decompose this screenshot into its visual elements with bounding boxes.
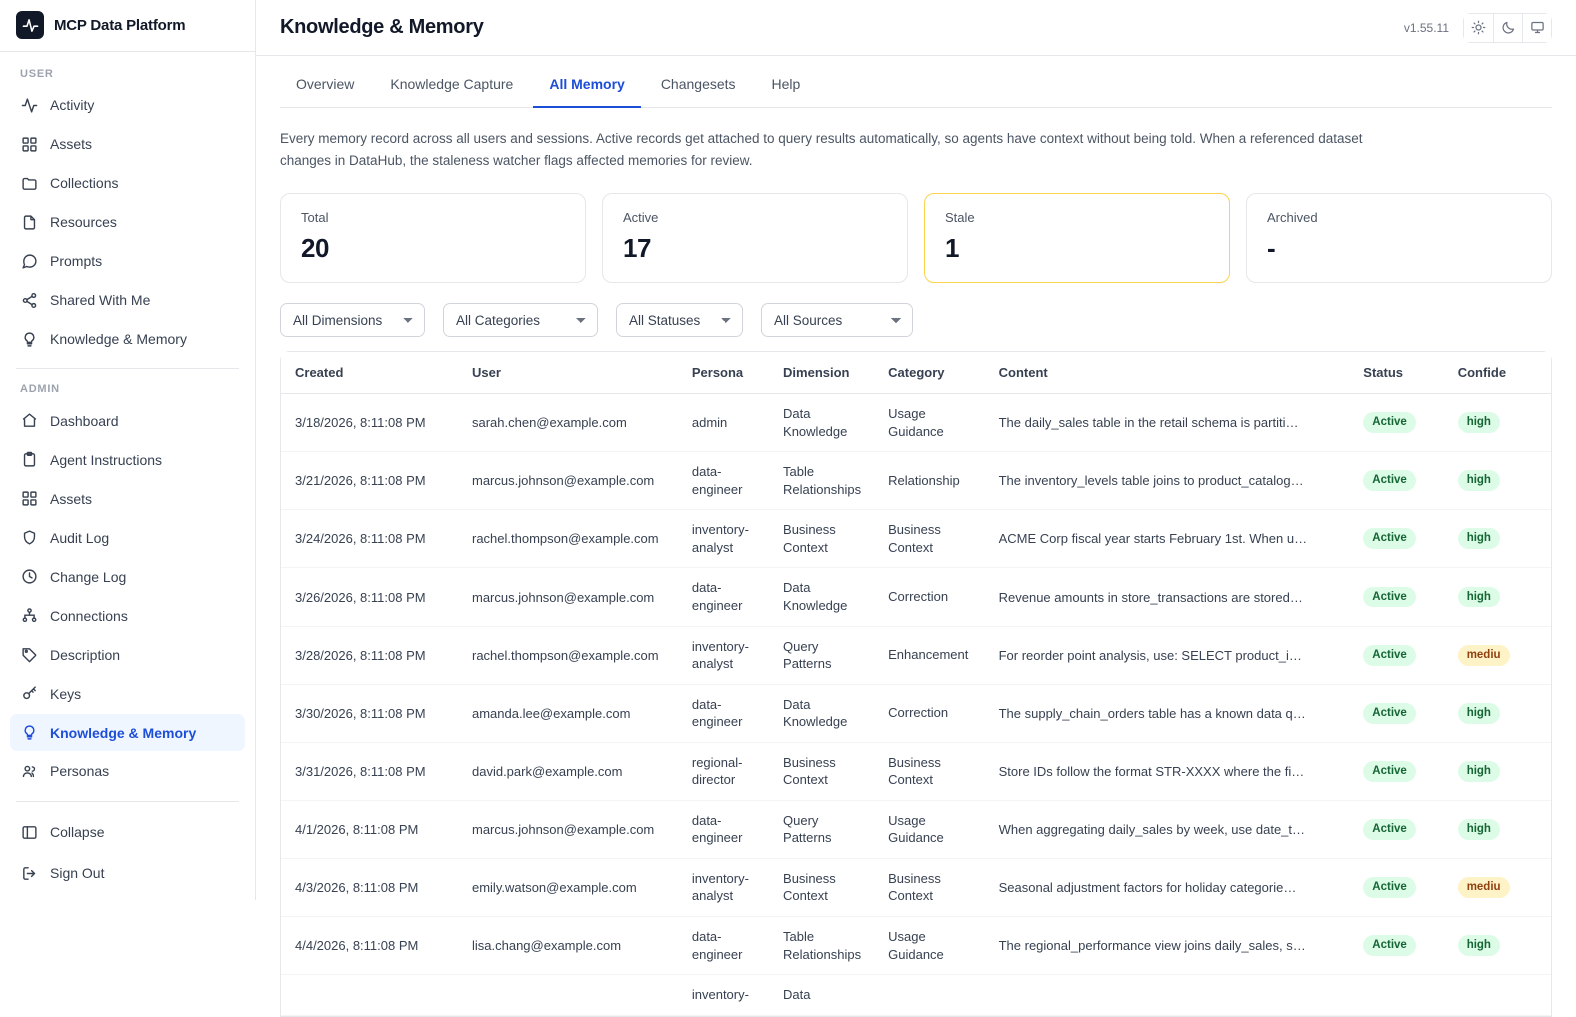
status-badge: Active bbox=[1363, 528, 1416, 549]
dark-mode-button[interactable] bbox=[1493, 14, 1522, 42]
sidebar-item-label: Prompts bbox=[50, 253, 103, 270]
column-header-dimension[interactable]: Dimension bbox=[769, 352, 874, 394]
table-row[interactable] bbox=[281, 917, 1551, 975]
cell-user: marcus.johnson@example.com bbox=[458, 568, 678, 626]
column-header-status[interactable]: Status bbox=[1349, 352, 1443, 394]
cell-content: Revenue amounts in store_transactions are stored… bbox=[985, 568, 1350, 626]
cell-content: For reorder point analysis, use: SELECT product_i… bbox=[985, 626, 1350, 684]
cell-content: The supply_chain_orders table has a known data q… bbox=[985, 684, 1350, 742]
sidebar-item-dashboard[interactable] bbox=[10, 402, 245, 439]
cell-confidence bbox=[1444, 394, 1551, 452]
cell-dimension: Table Relationships bbox=[769, 452, 874, 510]
cell-status bbox=[1349, 684, 1443, 742]
cell-created: 3/24/2026, 8:11:08 PM bbox=[281, 510, 458, 568]
tab-knowledge-capture[interactable]: Knowledge Capture bbox=[390, 76, 514, 92]
users-icon bbox=[20, 762, 38, 780]
table-row[interactable] bbox=[281, 975, 1551, 1016]
sidebar-item-knowledge-memory-user[interactable] bbox=[10, 321, 245, 358]
sidebar-item-label: Assets bbox=[50, 136, 93, 153]
confidence-badge: mediu bbox=[1458, 877, 1510, 898]
cell-dimension: Data Knowledge bbox=[769, 684, 874, 742]
memory-table bbox=[281, 352, 1551, 1015]
cell-content bbox=[985, 975, 1350, 1016]
table-row[interactable] bbox=[281, 568, 1551, 626]
sign-out-icon bbox=[20, 864, 38, 882]
sidebar-item-label: Resources bbox=[50, 214, 117, 231]
cell-persona: data-engineer bbox=[678, 917, 769, 975]
cell-created bbox=[281, 975, 458, 1016]
category-filter[interactable] bbox=[443, 303, 598, 337]
stat-label: Total bbox=[301, 210, 329, 226]
column-header-persona[interactable]: Persona bbox=[678, 352, 769, 394]
confidence-badge: high bbox=[1458, 470, 1500, 491]
sidebar-item-shared-with-me[interactable] bbox=[10, 282, 245, 319]
cell-status bbox=[1349, 452, 1443, 510]
cell-dimension: Data Knowledge bbox=[769, 568, 874, 626]
cell-content: The regional_performance view joins daily_sales, s… bbox=[985, 917, 1350, 975]
page-title: Knowledge & Memory bbox=[280, 16, 484, 38]
file-icon bbox=[20, 213, 38, 231]
tab-overview[interactable]: Overview bbox=[296, 76, 355, 92]
table-body bbox=[281, 394, 1551, 1015]
sidebar-item-connections[interactable] bbox=[10, 597, 245, 634]
column-header-category[interactable]: Category bbox=[874, 352, 984, 394]
sidebar-item-audit-log[interactable] bbox=[10, 519, 245, 556]
cell-persona: data-engineer bbox=[678, 568, 769, 626]
cell-created: 3/26/2026, 8:11:08 PM bbox=[281, 568, 458, 626]
cell-dimension: Business Context bbox=[769, 510, 874, 568]
stat-value: 1 bbox=[945, 233, 959, 264]
sidebar-item-label: Collapse bbox=[50, 824, 105, 840]
clock-icon bbox=[20, 568, 38, 586]
sidebar-item-prompts[interactable] bbox=[10, 243, 245, 280]
cell-content: When aggregating daily_sales by week, use date_t… bbox=[985, 800, 1350, 858]
collapse-icon bbox=[20, 823, 38, 841]
cell-confidence bbox=[1444, 626, 1551, 684]
cell-persona: inventory-analyst bbox=[678, 626, 769, 684]
cell-category: Correction bbox=[874, 568, 984, 626]
stat-value: 17 bbox=[623, 233, 651, 264]
sidebar-section-user-label: USER bbox=[20, 67, 54, 80]
status-badge: Active bbox=[1363, 935, 1416, 956]
sidebar-sign-out-button[interactable] bbox=[10, 853, 245, 893]
sidebar-item-label: Knowledge & Memory bbox=[50, 331, 187, 347]
cell-category: Business Context bbox=[874, 742, 984, 800]
sidebar-item-change-log[interactable] bbox=[10, 558, 245, 595]
tag-icon bbox=[20, 646, 38, 664]
cell-content: The daily_sales table in the retail schema is partiti… bbox=[985, 394, 1350, 452]
cell-persona: admin bbox=[678, 394, 769, 452]
column-header-content[interactable]: Content bbox=[985, 352, 1350, 394]
confidence-badge: high bbox=[1458, 412, 1500, 433]
sidebar-item-label: Agent Instructions bbox=[50, 451, 163, 468]
cell-user: emily.watson@example.com bbox=[458, 858, 678, 916]
cell-user bbox=[458, 975, 678, 1016]
cell-status bbox=[1349, 394, 1443, 452]
folder-icon bbox=[20, 174, 38, 192]
top-bar-right bbox=[1404, 13, 1552, 43]
confidence-badge: high bbox=[1458, 761, 1500, 782]
shield-icon bbox=[20, 529, 38, 547]
table-row[interactable] bbox=[281, 742, 1551, 800]
sidebar-item-label: Activity bbox=[50, 97, 95, 114]
cell-user: sarah.chen@example.com bbox=[458, 394, 678, 452]
stat-label: Archived bbox=[1267, 210, 1318, 226]
cell-dimension: Data Knowledge bbox=[769, 394, 874, 452]
status-badge: Active bbox=[1363, 877, 1416, 898]
sidebar-item-assets[interactable] bbox=[10, 126, 245, 163]
sidebar-divider bbox=[16, 368, 239, 369]
sidebar-item-label: Knowledge & Memory bbox=[50, 724, 197, 741]
share-icon bbox=[20, 291, 38, 309]
table-row[interactable] bbox=[281, 684, 1551, 742]
stat-value: 20 bbox=[301, 233, 329, 264]
filter-bar bbox=[280, 283, 1552, 351]
cell-created: 3/28/2026, 8:11:08 PM bbox=[281, 626, 458, 684]
system-mode-button[interactable] bbox=[1522, 14, 1551, 42]
main-area bbox=[256, 0, 1576, 1003]
tab-bar bbox=[280, 60, 1552, 108]
table-row[interactable] bbox=[281, 510, 1551, 568]
confidence-badge: high bbox=[1458, 819, 1500, 840]
cell-category: Usage Guidance bbox=[874, 800, 984, 858]
sidebar-item-collections[interactable] bbox=[10, 165, 245, 202]
cell-persona: inventory-analyst bbox=[678, 510, 769, 568]
tab-changesets[interactable]: Changesets bbox=[660, 76, 736, 92]
top-bar bbox=[256, 0, 1576, 56]
cell-persona: inventory- bbox=[678, 975, 769, 1016]
sidebar-item-label: Keys bbox=[50, 685, 82, 702]
sidebar-section-admin-label: ADMIN bbox=[20, 383, 60, 396]
cell-created: 3/31/2026, 8:11:08 PM bbox=[281, 742, 458, 800]
cell-content: The inventory_levels table joins to product_catalog… bbox=[985, 452, 1350, 510]
sidebar-item-label: Change Log bbox=[50, 568, 127, 585]
column-header-created[interactable]: Created bbox=[281, 352, 458, 394]
intro-text: Every memory record across all users and sessions. Active records get attached to query results automatically, so agents have context without being told. When a referenced dataset changes in DataHub, the staleness watcher flags affected memories for review. bbox=[280, 131, 1363, 168]
sidebar-item-personas[interactable] bbox=[10, 753, 245, 790]
tab-all-memory[interactable]: All Memory bbox=[533, 60, 640, 108]
cell-category: Usage Guidance bbox=[874, 917, 984, 975]
brand[interactable] bbox=[0, 0, 255, 52]
sidebar-item-label: Audit Log bbox=[50, 529, 110, 546]
sidebar-item-agent-instructions[interactable] bbox=[10, 441, 245, 478]
cell-dimension: Query Patterns bbox=[769, 626, 874, 684]
status-badge: Active bbox=[1363, 587, 1416, 608]
cell-created: 3/30/2026, 8:11:08 PM bbox=[281, 684, 458, 742]
cell-persona: regional-director bbox=[678, 742, 769, 800]
table-row[interactable] bbox=[281, 858, 1551, 916]
confidence-badge: high bbox=[1458, 703, 1500, 724]
cell-confidence bbox=[1444, 684, 1551, 742]
cell-user: marcus.johnson@example.com bbox=[458, 452, 678, 510]
cell-confidence bbox=[1444, 917, 1551, 975]
app-logo-icon bbox=[16, 11, 44, 39]
cell-content: ACME Corp fiscal year starts February 1st. When u… bbox=[985, 510, 1350, 568]
sidebar-divider-bottom bbox=[16, 801, 239, 802]
cell-dimension: Data bbox=[769, 975, 874, 1016]
confidence-badge: high bbox=[1458, 935, 1500, 956]
table-header-row bbox=[281, 352, 1551, 394]
cell-created: 3/18/2026, 8:11:08 PM bbox=[281, 394, 458, 452]
chat-icon bbox=[20, 252, 38, 270]
table-row[interactable] bbox=[281, 626, 1551, 684]
cell-dimension: Business Context bbox=[769, 742, 874, 800]
cell-confidence bbox=[1444, 452, 1551, 510]
cell-persona: data-engineer bbox=[678, 684, 769, 742]
page-content bbox=[256, 56, 1576, 1017]
status-badge: Active bbox=[1363, 761, 1416, 782]
tab-help[interactable]: Help bbox=[771, 76, 801, 92]
status-badge: Active bbox=[1363, 412, 1416, 433]
cell-confidence bbox=[1444, 858, 1551, 916]
confidence-badge: high bbox=[1458, 528, 1500, 549]
brand-title: MCP Data Platform bbox=[54, 16, 186, 34]
cell-status bbox=[1349, 626, 1443, 684]
sidebar-item-label: Connections bbox=[50, 607, 128, 624]
confidence-badge: high bbox=[1458, 587, 1500, 608]
light-mode-button[interactable] bbox=[1464, 14, 1493, 42]
memory-table-container[interactable] bbox=[280, 351, 1552, 1016]
table-row[interactable] bbox=[281, 452, 1551, 510]
cell-dimension: Business Context bbox=[769, 858, 874, 916]
cell-status bbox=[1349, 568, 1443, 626]
sidebar-item-description[interactable] bbox=[10, 636, 245, 673]
cell-category: Business Context bbox=[874, 510, 984, 568]
cell-status bbox=[1349, 742, 1443, 800]
sidebar-item-label: Personas bbox=[50, 763, 110, 780]
stat-card-total bbox=[280, 193, 586, 283]
sidebar-item-activity[interactable] bbox=[10, 87, 245, 124]
grid-icon bbox=[20, 135, 38, 153]
cell-category: Enhancement bbox=[874, 626, 984, 684]
lightbulb-icon bbox=[20, 724, 38, 742]
sidebar-item-knowledge-memory[interactable] bbox=[10, 714, 245, 751]
cell-persona: data-engineer bbox=[678, 452, 769, 510]
home-icon bbox=[20, 412, 38, 430]
cell-confidence bbox=[1444, 568, 1551, 626]
sidebar-bottom bbox=[0, 791, 255, 900]
table-row[interactable] bbox=[281, 394, 1551, 452]
cell-category bbox=[874, 975, 984, 1016]
stat-card-stale bbox=[924, 193, 1230, 283]
sidebar-item-label: Dashboard bbox=[50, 412, 119, 429]
version-label: v1.55.11 bbox=[1403, 20, 1449, 35]
cell-persona: data-engineer bbox=[678, 800, 769, 858]
dimension-filter[interactable] bbox=[280, 303, 425, 337]
cell-created: 4/4/2026, 8:11:08 PM bbox=[281, 917, 458, 975]
cell-status bbox=[1349, 858, 1443, 916]
sidebar-item-label: Description bbox=[50, 646, 121, 663]
column-header-user[interactable]: User bbox=[458, 352, 678, 394]
status-badge: Active bbox=[1363, 703, 1416, 724]
key-icon bbox=[20, 685, 38, 703]
status-badge: Active bbox=[1363, 470, 1416, 491]
cell-user: rachel.thompson@example.com bbox=[458, 510, 678, 568]
cell-user: david.park@example.com bbox=[458, 742, 678, 800]
cell-confidence bbox=[1444, 742, 1551, 800]
cell-content: Store IDs follow the format STR-XXXX where the fi… bbox=[985, 742, 1350, 800]
cell-created: 4/3/2026, 8:11:08 PM bbox=[281, 858, 458, 916]
status-badge: Active bbox=[1363, 819, 1416, 840]
sidebar-item-label: Sign Out bbox=[50, 865, 105, 881]
sidebar-collapse-button[interactable] bbox=[10, 812, 245, 852]
cell-status bbox=[1349, 800, 1443, 858]
status-filter[interactable] bbox=[616, 303, 743, 337]
cell-category: Business Context bbox=[874, 858, 984, 916]
theme-switcher[interactable] bbox=[1463, 13, 1552, 43]
lightbulb-icon bbox=[20, 330, 38, 348]
status-badge: Active bbox=[1363, 645, 1416, 666]
cell-created: 4/1/2026, 8:11:08 PM bbox=[281, 800, 458, 858]
cell-dimension: Query Patterns bbox=[769, 800, 874, 858]
cell-user: marcus.johnson@example.com bbox=[458, 800, 678, 858]
sidebar-item-assets-admin[interactable] bbox=[10, 480, 245, 517]
activity-icon bbox=[20, 96, 38, 114]
cell-category: Correction bbox=[874, 684, 984, 742]
cell-user: amanda.lee@example.com bbox=[458, 684, 678, 742]
cell-dimension: Table Relationships bbox=[769, 917, 874, 975]
cell-user: rachel.thompson@example.com bbox=[458, 626, 678, 684]
cell-persona: inventory-analyst bbox=[678, 858, 769, 916]
sidebar-item-label: Collections bbox=[50, 175, 119, 192]
stat-card-active bbox=[602, 193, 908, 283]
cell-confidence bbox=[1444, 800, 1551, 858]
clipboard-icon bbox=[20, 451, 38, 469]
stat-value: - bbox=[1267, 233, 1276, 264]
sidebar-item-resources[interactable] bbox=[10, 204, 245, 241]
sidebar-item-keys[interactable] bbox=[10, 675, 245, 712]
source-filter[interactable] bbox=[761, 303, 913, 337]
cell-category: Usage Guidance bbox=[874, 394, 984, 452]
grid-icon bbox=[20, 490, 38, 508]
stat-cards bbox=[280, 175, 1552, 283]
cell-user: lisa.chang@example.com bbox=[458, 917, 678, 975]
cell-status bbox=[1349, 975, 1443, 1016]
stat-label: Stale bbox=[945, 210, 975, 226]
cell-created: 3/21/2026, 8:11:08 PM bbox=[281, 452, 458, 510]
cell-content: Seasonal adjustment factors for holiday categorie… bbox=[985, 858, 1350, 916]
sidebar-item-label: Assets bbox=[50, 490, 93, 507]
cell-confidence bbox=[1444, 510, 1551, 568]
cell-category: Relationship bbox=[874, 452, 984, 510]
table-row[interactable] bbox=[281, 800, 1551, 858]
cell-status bbox=[1349, 917, 1443, 975]
stat-label: Active bbox=[623, 210, 659, 226]
sidebar bbox=[0, 0, 256, 900]
cell-confidence bbox=[1444, 975, 1551, 1016]
confidence-badge: mediu bbox=[1458, 645, 1510, 666]
stat-card-archived bbox=[1246, 193, 1552, 283]
table-head bbox=[281, 352, 1551, 394]
column-header-confidence[interactable]: Confide bbox=[1444, 352, 1551, 394]
nodes-icon bbox=[20, 607, 38, 625]
cell-status bbox=[1349, 510, 1443, 568]
sidebar-item-label: Shared With Me bbox=[50, 292, 151, 309]
